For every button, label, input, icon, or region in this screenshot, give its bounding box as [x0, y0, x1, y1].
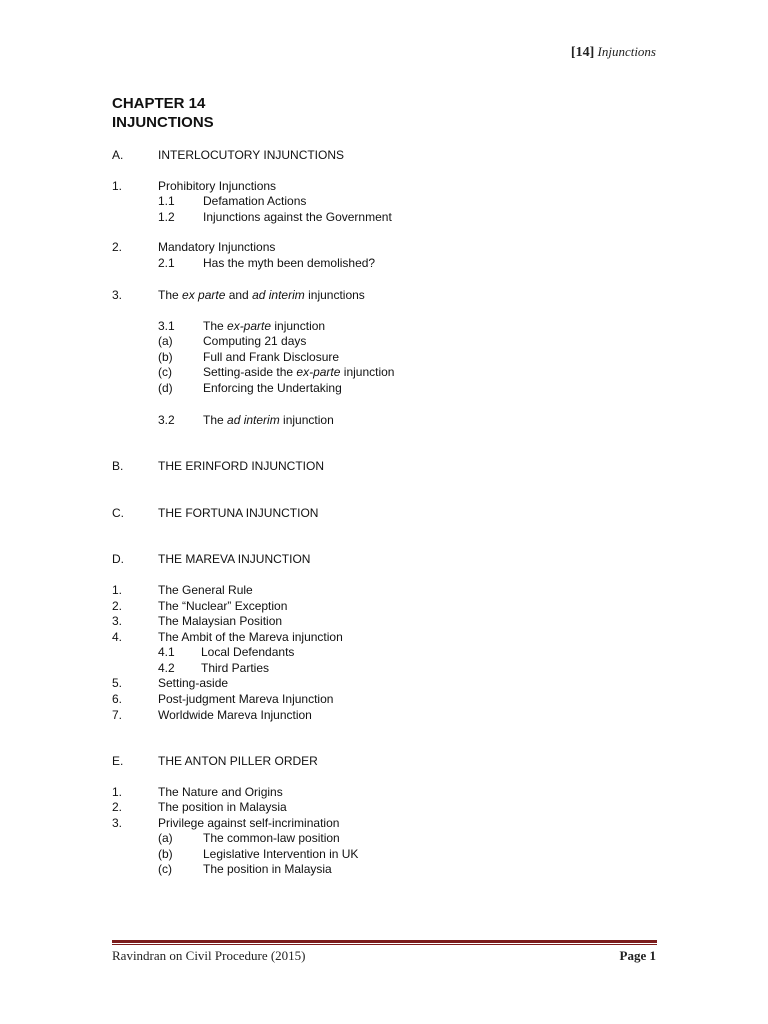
subitem-number: (d) [158, 381, 173, 395]
subitem-number: (a) [158, 831, 173, 845]
item-number: 4. [112, 630, 123, 644]
subitem-number: (c) [158, 862, 172, 876]
footer-rule-thin [112, 944, 657, 945]
subitem-title: Local Defendants [201, 645, 295, 659]
subitem-number: 1.1 [158, 194, 175, 208]
section-a-label: A. [112, 148, 124, 162]
item-title: Worldwide Mareva Injunction [158, 708, 312, 722]
item-title: Mandatory Injunctions [158, 240, 276, 254]
item-title: The “Nuclear” Exception [158, 599, 288, 613]
subitem-number: (b) [158, 847, 173, 861]
subitem-title: Full and Frank Disclosure [203, 350, 340, 364]
section-a-title: INTERLOCUTORY INJUNCTIONS [158, 148, 345, 162]
subitem-number: 4.2 [158, 661, 175, 675]
item-number: 3. [112, 816, 123, 830]
item-number: 7. [112, 708, 123, 722]
section-d-title: THE MAREVA INJUNCTION [158, 552, 311, 566]
item-title: The Ambit of the Mareva injunction [158, 630, 343, 644]
item-number: 2. [112, 800, 123, 814]
subitem-title: Enforcing the Undertaking [203, 381, 342, 395]
footer-rule-thick [112, 940, 657, 943]
header-chapter-number: [14] [570, 45, 595, 60]
item-number: 3. [112, 614, 123, 628]
item-title: Privilege against self-incrimination [158, 816, 340, 830]
item-title: The position in Malaysia [158, 800, 287, 814]
item-number: 1. [112, 583, 123, 597]
subitem-title: The position in Malaysia [203, 862, 332, 876]
subitem-number: 1.2 [158, 210, 175, 224]
chapter-title: INJUNCTIONS [112, 114, 214, 131]
item-title: Setting-aside [158, 676, 229, 690]
subitem-title: Computing 21 days [203, 334, 307, 348]
subitem-title: Third Parties [201, 661, 270, 675]
subitem-title: Legislative Intervention in UK [203, 847, 359, 861]
item-number: 1. [112, 179, 123, 193]
chapter-number: CHAPTER 14 [112, 95, 206, 112]
subitem-number: 2.1 [158, 256, 175, 270]
item-title: The Nature and Origins [158, 785, 283, 799]
section-c-label: C. [112, 506, 124, 520]
subitem-number: 4.1 [158, 645, 175, 659]
subitem-number: (b) [158, 350, 173, 364]
item-number: 2. [112, 240, 123, 254]
subitem-title: The ad interim injunction [203, 413, 334, 427]
item-number: 3. [112, 288, 123, 302]
subitem-number: (c) [158, 365, 172, 379]
subitem-number: (a) [158, 334, 173, 348]
subitem-title: Defamation Actions [203, 194, 307, 208]
item-title: The ex parte and ad interim injunctions [158, 288, 365, 302]
section-d-label: D. [112, 552, 124, 566]
running-header [571, 44, 656, 61]
item-number: 1. [112, 785, 123, 799]
section-c-title: THE FORTUNA INJUNCTION [158, 506, 319, 520]
section-e-label: E. [112, 754, 124, 768]
header-chapter-title: Injunctions [597, 44, 656, 59]
section-b-title: THE ERINFORD INJUNCTION [158, 459, 324, 473]
item-title: Prohibitory Injunctions [158, 179, 277, 193]
item-title: The General Rule [158, 583, 253, 597]
subitem-number: 3.2 [158, 413, 175, 427]
subitem-title: The common-law position [203, 831, 340, 845]
subitem-title: Injunctions against the Government [203, 210, 392, 224]
subitem-title: The ex-parte injunction [203, 319, 326, 333]
footer-page-number: Page 1 [619, 948, 656, 963]
footer-book-title: Ravindran on Civil Procedure (2015) [112, 948, 306, 963]
item-number: 6. [112, 692, 123, 706]
section-b-label: B. [112, 459, 124, 473]
subitem-title: Setting-aside the ex-parte injunction [203, 365, 395, 379]
section-e-title: THE ANTON PILLER ORDER [158, 754, 318, 768]
subitem-number: 3.1 [158, 319, 175, 333]
subitem-title: Has the myth been demolished? [203, 256, 376, 270]
item-title: Post-judgment Mareva Injunction [158, 692, 334, 706]
item-number: 5. [112, 676, 123, 690]
item-title: The Malaysian Position [158, 614, 283, 628]
item-number: 2. [112, 599, 123, 613]
